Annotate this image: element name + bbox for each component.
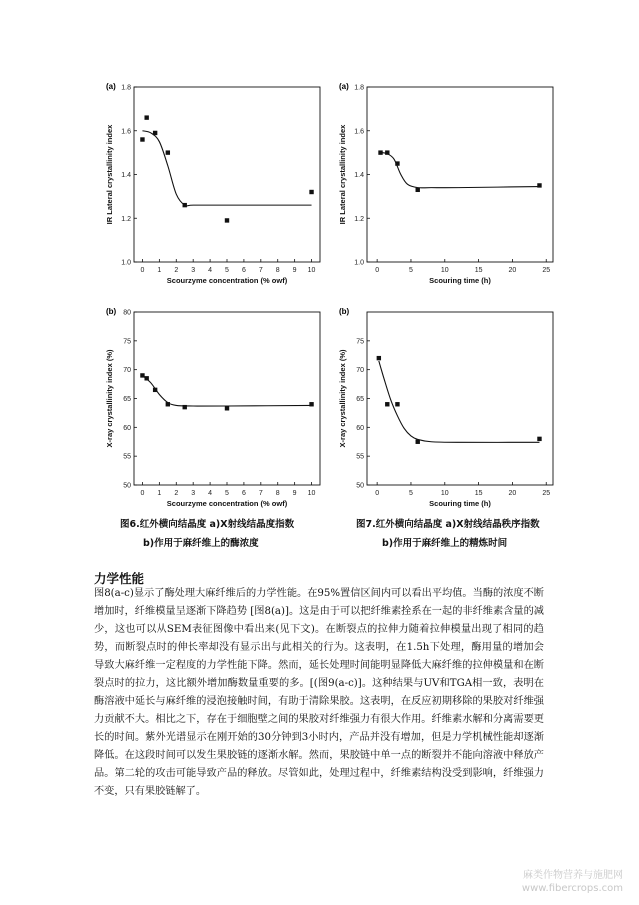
data-point: [140, 137, 144, 141]
fit-curve: [381, 153, 540, 188]
x-tick-label: 10: [307, 267, 316, 274]
y-tick-label: 1.8: [354, 84, 364, 92]
section-paragraph: 图8(a-c)显示了酶处理大麻纤维后的力学性能。在95%置信区间内可以看出平均值。当酶的浓度不断增加时，纤维模量呈逐渐下降趋势 [图8(a)]。这是由于可以把纤维素拴系在一起的非纤维素含量的减少，这也可以从SEM表征图像中看出来(见下文)。在断裂点的拉伸力随着拉伸模量出现了相同的趋势，而断裂点时的伸长率却没有显示出与此相关的行为。这表明，在1.5h下处理，酶用量的增加会导致大麻纤维一定程度的力学性能下降。然而，延长处理时间能明显降低大麻纤维的拉伸模量和在断裂点时的拉力，这比额外增加酶数量重要的多。[(图9(a-c)]。这种结果与UV和TGA相一致，表明在酶溶液中延长与麻纤维的浸泡接触时间，有助于清除果胶。这表明，在反应初期移除的果胶对纤维强力贡献不大。相比之下，存在于细胞壁之间的果胶对纤维强力有很大作用。纤维素水解和分离需要更长的时间。紫外光谱显示在刚开始的30分钟到3小时内，产品并没有增加，但是力学机械性能却逐渐降低。在这段时间可以发生果胶链的逐渐水解。然而，果胶链中单一点的断裂并不能向溶液中释放产品。第二轮的攻击可能导致产品的释放。尽管如此，处理过程中，纤维素结构没受到影响，纤维强力不变，只有果胶链解了。: [94, 588, 544, 797]
data-point: [166, 402, 170, 406]
y-tick-label: 1.2: [121, 215, 131, 223]
fit-curve: [142, 375, 311, 406]
panel-label: (a): [106, 82, 116, 91]
x-tick-label: 5: [225, 267, 229, 274]
x-tick-label: 3: [191, 267, 196, 274]
x-axis-label: Scourzyme concentration (% owf): [166, 499, 288, 508]
watermark-line1: 麻类作物营养与施肥网: [523, 870, 623, 881]
plot-frame: [367, 87, 553, 262]
data-point: [385, 150, 389, 154]
x-axis-label: Scourzyme concentration (% owf): [166, 276, 288, 285]
x-tick-label: 3: [191, 490, 196, 497]
fig6-caption-line2: b)作用于麻纤维上的酶浓度: [143, 538, 259, 549]
fit-curve: [142, 131, 311, 206]
y-tick-label: 70: [356, 367, 364, 375]
x-tick-label: 15: [474, 267, 483, 274]
data-point: [416, 188, 420, 192]
chart-fig7b: [337, 302, 562, 514]
y-tick-label: 65: [356, 396, 364, 403]
y-tick-label: 1.2: [354, 215, 364, 223]
x-axis-label: Scouring time (h): [429, 276, 491, 285]
y-tick-label: 55: [356, 453, 364, 461]
chart-fig6b: [104, 302, 329, 514]
data-point: [166, 150, 170, 154]
x-tick-label: 0: [375, 267, 380, 274]
x-tick-label: 10: [307, 490, 316, 497]
x-tick-label: 2: [174, 267, 179, 274]
y-tick-label: 55: [123, 453, 131, 461]
y-tick-label: 1.0: [354, 259, 364, 267]
data-point: [153, 388, 157, 392]
x-tick-label: 25: [542, 490, 551, 497]
x-tick-label: 9: [292, 490, 297, 497]
x-tick-label: 5: [409, 267, 413, 274]
y-tick-label: 65: [123, 396, 131, 403]
x-tick-label: 4: [208, 490, 213, 497]
panel-label: (a): [339, 82, 349, 91]
data-point: [309, 190, 313, 194]
fig6-caption-line1: 图6.红外横向结晶度 a)X射线结晶度指数: [120, 519, 295, 530]
y-tick-label: 70: [123, 367, 131, 375]
data-point: [385, 402, 389, 406]
x-axis-label: Scouring time (h): [429, 499, 491, 508]
plot-frame: [134, 312, 320, 485]
x-tick-label: 8: [275, 267, 280, 274]
data-point: [395, 402, 399, 406]
plot-frame: [367, 312, 553, 485]
watermark-line2: www.fibercrops.com: [521, 883, 623, 894]
x-tick-label: 1: [157, 267, 162, 274]
data-point: [378, 150, 382, 154]
data-point: [416, 440, 420, 444]
y-tick-label: 50: [123, 482, 131, 490]
x-tick-label: 6: [241, 267, 246, 274]
x-tick-label: 7: [258, 490, 263, 497]
x-tick-label: 20: [508, 267, 517, 274]
y-axis-label: X-ray crystallinity index (%): [105, 349, 114, 448]
y-axis-label: X-ray crystallinity index (%): [338, 349, 347, 448]
panel-label: (b): [106, 307, 117, 316]
x-tick-label: 10: [440, 267, 449, 274]
x-tick-label: 10: [440, 490, 449, 497]
y-tick-label: 1.6: [121, 128, 131, 136]
x-tick-label: 25: [542, 267, 551, 274]
x-tick-label: 5: [225, 490, 229, 497]
data-point: [537, 437, 541, 441]
x-tick-label: 6: [241, 490, 246, 497]
y-tick-label: 1.4: [354, 172, 364, 179]
y-tick-label: 1.8: [121, 84, 131, 92]
data-point: [140, 373, 144, 377]
x-tick-label: 0: [375, 490, 380, 497]
chart-fig6a: [104, 77, 329, 292]
y-tick-label: 80: [123, 309, 131, 317]
y-tick-label: 1.4: [121, 172, 131, 179]
data-point: [377, 356, 381, 360]
x-tick-label: 15: [474, 490, 483, 497]
y-tick-label: 1.6: [354, 128, 364, 136]
y-tick-label: 60: [356, 424, 364, 432]
x-tick-label: 7: [258, 267, 263, 274]
data-point: [225, 406, 229, 410]
x-tick-label: 5: [409, 490, 413, 497]
data-point: [144, 115, 148, 119]
watermark: [522, 869, 623, 895]
fit-curve: [379, 361, 540, 442]
x-tick-label: 0: [140, 490, 145, 497]
x-tick-label: 1: [157, 490, 162, 497]
data-point: [395, 161, 399, 165]
x-tick-label: 4: [208, 267, 213, 274]
panel-label: (b): [339, 307, 350, 316]
data-point: [225, 218, 229, 222]
y-tick-label: 50: [356, 482, 364, 490]
x-tick-label: 9: [292, 267, 297, 274]
plot-frame: [134, 87, 320, 262]
data-point: [183, 203, 187, 207]
y-tick-label: 75: [356, 338, 364, 346]
y-axis-label: IR Lateral crystallinity index: [338, 124, 347, 225]
x-tick-label: 0: [140, 267, 145, 274]
section-title: 力学性能: [94, 571, 145, 586]
x-tick-label: 8: [275, 490, 280, 497]
y-tick-label: 75: [123, 338, 131, 346]
fig7-caption-line2: b)作用于麻纤维上的精炼时间: [382, 538, 508, 549]
data-point: [183, 405, 187, 409]
fig7-caption-line1: 图7.红外横向结晶度 a)X射线结晶秩序指数: [356, 519, 540, 530]
chart-fig7a: [337, 77, 562, 292]
y-tick-label: 1.0: [121, 259, 131, 267]
y-axis-label: IR Lateral crystallinity index: [105, 124, 114, 225]
data-point: [537, 183, 541, 187]
x-tick-label: 2: [174, 490, 179, 497]
data-point: [309, 402, 313, 406]
data-point: [144, 376, 148, 380]
x-tick-label: 20: [508, 490, 517, 497]
data-point: [153, 131, 157, 135]
y-tick-label: 60: [123, 424, 131, 432]
